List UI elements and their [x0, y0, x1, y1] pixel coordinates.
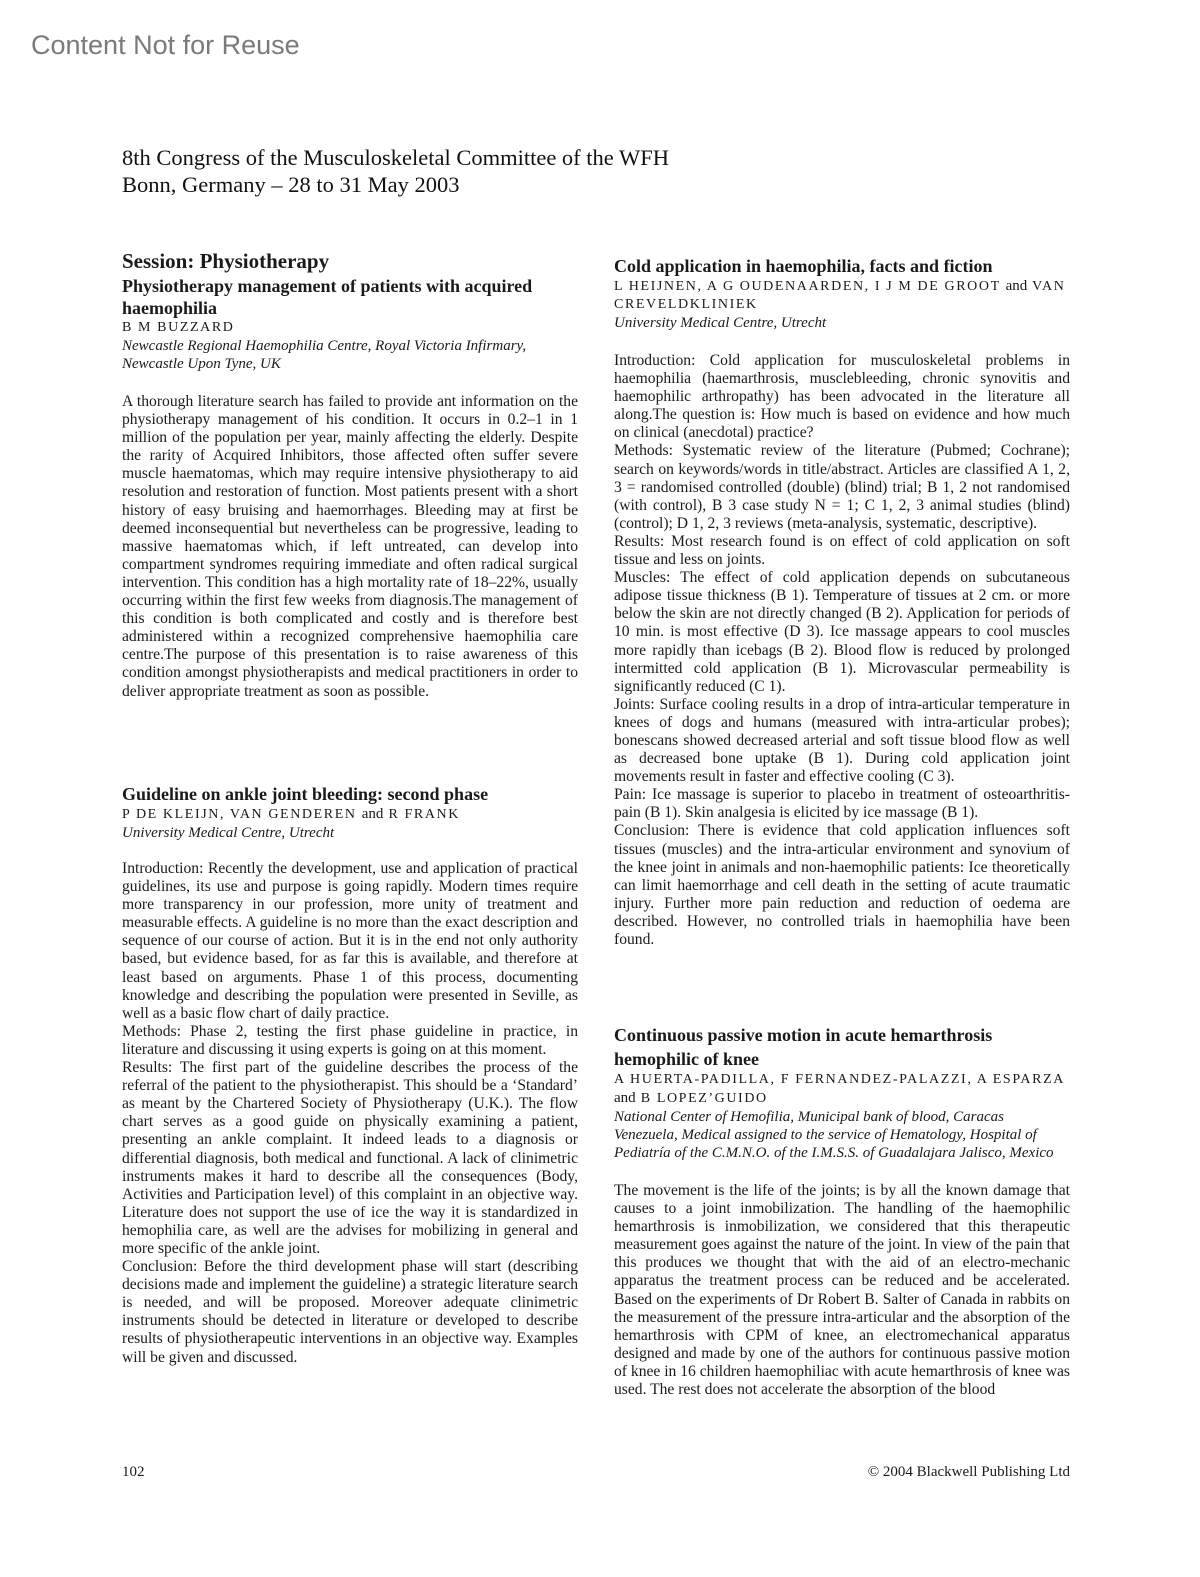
article-affiliation: University Medical Centre, Utrecht	[122, 825, 335, 841]
watermark: Content Not for Reuse	[31, 30, 300, 60]
article-authors	[614, 277, 1070, 314]
article-body	[614, 352, 1070, 949]
authors-names: A HUERTA-PADILLA, F FERNANDEZ-PALAZZI, A ESPARZA	[614, 1072, 1065, 1087]
page-number: 102	[122, 1464, 145, 1480]
article-cold-application	[614, 255, 1070, 949]
congress-location-dates: Bonn, Germany – 28 to 31 May 2003	[122, 172, 460, 197]
authors-names: VAN CREVELDKLINIEK	[614, 279, 1066, 312]
paragraph: A thorough literature search has failed to provide ant information on the physiotherapy management of his condition. It occurs in 0.2–1 in 1 million of the population per year, mainly affecting the elderly. Despite the rarity of Acquired Inhibitors, those affected often suffer severe muscle haematomas, which may require intensive physiotherapy to aid resolution and restoration of function. Most patients present with a short history of easy bruising and haemorrhages. Bleeding may at first be deemed inconsequential but nevertheless can be progressive, leading to massive haematomas which, if left untreated, can develop into compartment syndromes requiring immediate and often radical surgical intervention. This condition has a high mortality rate of 18–22%, usually occurring within the first few weeks from diagnosis.The management of this condition is both complicated and costly and is therefore best administered within a recognized comprehensive haemophilia care centre.The purpose of this presentation is to raise awareness of this condition amongst physiotherapists and medical practitioners in order to deliver appropriate treatment as soon as possible.	[122, 393, 578, 700]
congress-title: 8th Congress of the Musculoskeletal Committee of the WFH	[122, 145, 670, 170]
article-ankle-guideline	[122, 783, 578, 1367]
paragraph-conclusion: Conclusion: There is evidence that cold application influences soft tissues (muscles) and the intra-articular environment and synovium of the knee joint in animals and non-haemophilic patients: Ice theoretically can limit haemorrhage and cell death in the setting of acute traumatic injury. Further more pain reduction and reduction of oedema are described. However, no controlled trials in haemophilia have been found.	[614, 822, 1070, 948]
article-title: Physiotherapy management of patients with acquired haemophilia	[122, 276, 533, 318]
paragraph-methods: Methods: Phase 2, testing the first phase guideline in practice, in literature and discussing it using experts is going on at this moment.	[122, 1022, 578, 1058]
authors-and: and	[361, 806, 384, 822]
paragraph-introduction: Introduction: Cold application for musculoskeletal problems in haemophilia (haemarthrosis, musclebleeding, chronic synovitis and haemophilic arthropathy) has been advocated in the literature all along.The question is: How much is based on evidence and how much on clinical (anecdotal) practice?	[614, 352, 1070, 442]
paragraph: The movement is the life of the joints; is by all the known damage that causes to a joint inmobilization. The handling of the haemophilic hemarthrosis is inmobilization, we considered that this therapeutic measurement goes against the nature of the joint. In view of the pain that this produces we thought that with the aid of an electro-mechanic apparatus the treatment process can be reduced and be accelerated. Based on the experiments of Dr Robert B. Salter of Canada in rabbits on the measurement of the pressure intra-articular and the absorption of the hemarthrosis with CPM of knee, an electromechanical apparatus designed and made by one of the authors for continuous passive motion of knee in 16 children haemophiliac with acute hemarthrosis of knee was used. The rest does not accelerate the absorption of the blood	[614, 1182, 1070, 1399]
paragraph-pain: Pain: Ice massage is superior to placebo in treatment of osteoarthritis-pain (B 1). Skin analgesia is elicited by ice massage (B 1).	[614, 786, 1070, 822]
authors-names: P DE KLEIJN, VAN GENDEREN	[122, 807, 357, 822]
article-body	[122, 393, 578, 701]
authors-and: and	[1005, 278, 1028, 294]
article-affiliation: University Medical Centre, Utrecht	[614, 315, 827, 331]
article-authors	[614, 1071, 1070, 1108]
session-heading: Session: Physiotherapy	[122, 249, 330, 273]
copyright: © 2004 Blackwell Publishing Ltd	[867, 1464, 1070, 1480]
authors-names: L HEIJNEN, A G OUDENAARDEN, I J M DE GROOT	[614, 279, 1001, 294]
paragraph-conclusion: Conclusion: Before the third development phase will start (describing decisions made and implement the guideline) a strategic literature search is needed, and will be proposed. Moreover adequate clinimetric instruments should be detected in literature or developed to describe results of physiotherapeutic interventions in an objective way. Examples will be given and discussed.	[122, 1258, 578, 1366]
paragraph-results: Results: Most research found is on effect of cold application on soft tissue and less on joints.	[614, 532, 1070, 569]
article-title: Continuous passive motion in acute hemarthrosis hemophilic of knee	[614, 1025, 993, 1069]
article-title: Guideline on ankle joint bleeding: second phase	[122, 784, 489, 804]
article-authors	[122, 805, 578, 824]
article-continuous-passive-motion	[614, 1023, 1070, 1399]
paragraph-methods: Methods: Systematic review of the literature (Pubmed; Cochrane); search on keywords/words in title/abstract. Articles are classified A 1, 2, 3 = randomised controlled (double) (blind) trial; B 1, 2 not randomised (with control), B 3 case study N = 1; C 1, 2, 3 animal studies (blind) (control); D 1, 2, 3 reviews (meta-analysis, systematic, descriptive).	[614, 442, 1070, 532]
article-authors: B M BUZZARD	[122, 320, 235, 335]
paragraph-introduction: Introduction: Recently the development, use and application of practical guidelines, its use and purpose is going rapidly. Modern times require more transparency in our profession, more unity of treatment and measurable effects. A guideline is no more than the exact description and sequence of our course of action. But it is in the end not only authority based, but evidence based, for as far this is available, and therefore at least based on arguments. Phase 1 of this process, documenting knowledge and describing the population were presented in Seville, as well as a basic flow chart of daily practice.	[122, 860, 578, 1022]
article-physiotherapy-acquired-haemophilia	[122, 249, 578, 701]
paragraph-results: Results: The first part of the guideline describes the process of the referral of the patient to the physiotherapist. This should be a ‘Standard’ as meant by the Chartered Society of Physiotherapy (U.K.). The flow chart serves as a good guide on physically examining a patient, presenting an ankle complaint. It indeed leads to a diagnosis or differential diagnosis, both medical and functional. A lack of clinimetric instruments makes it hard to describe all the consequences (Body, Activities and Participation level) of this complaint in an objective way. Literature does not support the use of ice the way it is standardized in hemophilia care, as well are the advises for mobilizing in general and more specific of the ankle joint.	[122, 1059, 578, 1257]
article-affiliation: Newcastle Regional Haemophilia Centre, Royal Victoria Infirmary, Newcastle Upon Tyne, UK	[122, 338, 527, 372]
article-title: Cold application in haemophilia, facts and fiction	[614, 256, 993, 276]
article-body	[122, 860, 578, 1367]
paragraph-muscles: Muscles: The effect of cold application depends on subcutaneous adipose tissue thickness (B 1). Temperature of tissues at 2 cm. or more below the skin are not directly changed (B 2). Application for periods of 10 min. is most effective (D 3). Ice massage appears to cool muscles more rapidly than icebags (B 2). Blood flow is reduced by prolonged intermitted cold application (B 1). Microvascular permeability is significantly reduced (C 1).	[614, 569, 1070, 695]
authors-names: R FRANK	[388, 807, 460, 822]
authors-names: B LOPEZ’GUIDO	[640, 1091, 768, 1106]
congress-header	[122, 144, 669, 198]
article-body	[614, 1182, 1070, 1399]
paragraph-joints: Joints: Surface cooling results in a drop of intra-articular temperature in knees of dogs and humans (measured with intra-articular probes); bonescans showed decreased arterial and soft tissue blood flow as well as decreased bone uptake (B 1). During cold application joint movements result in faster and effective cooling (C 3).	[614, 695, 1070, 786]
article-affiliation: National Center of Hemofilia, Municipal bank of blood, Caracas Venezuela, Medical assigned to the service of Hematology, Hospital of Pediatría of the C.M.N.O. of the I.M.S.S. of Guadalajara Jalisco, Mexico	[614, 1109, 1054, 1161]
authors-and: and	[614, 1090, 636, 1106]
